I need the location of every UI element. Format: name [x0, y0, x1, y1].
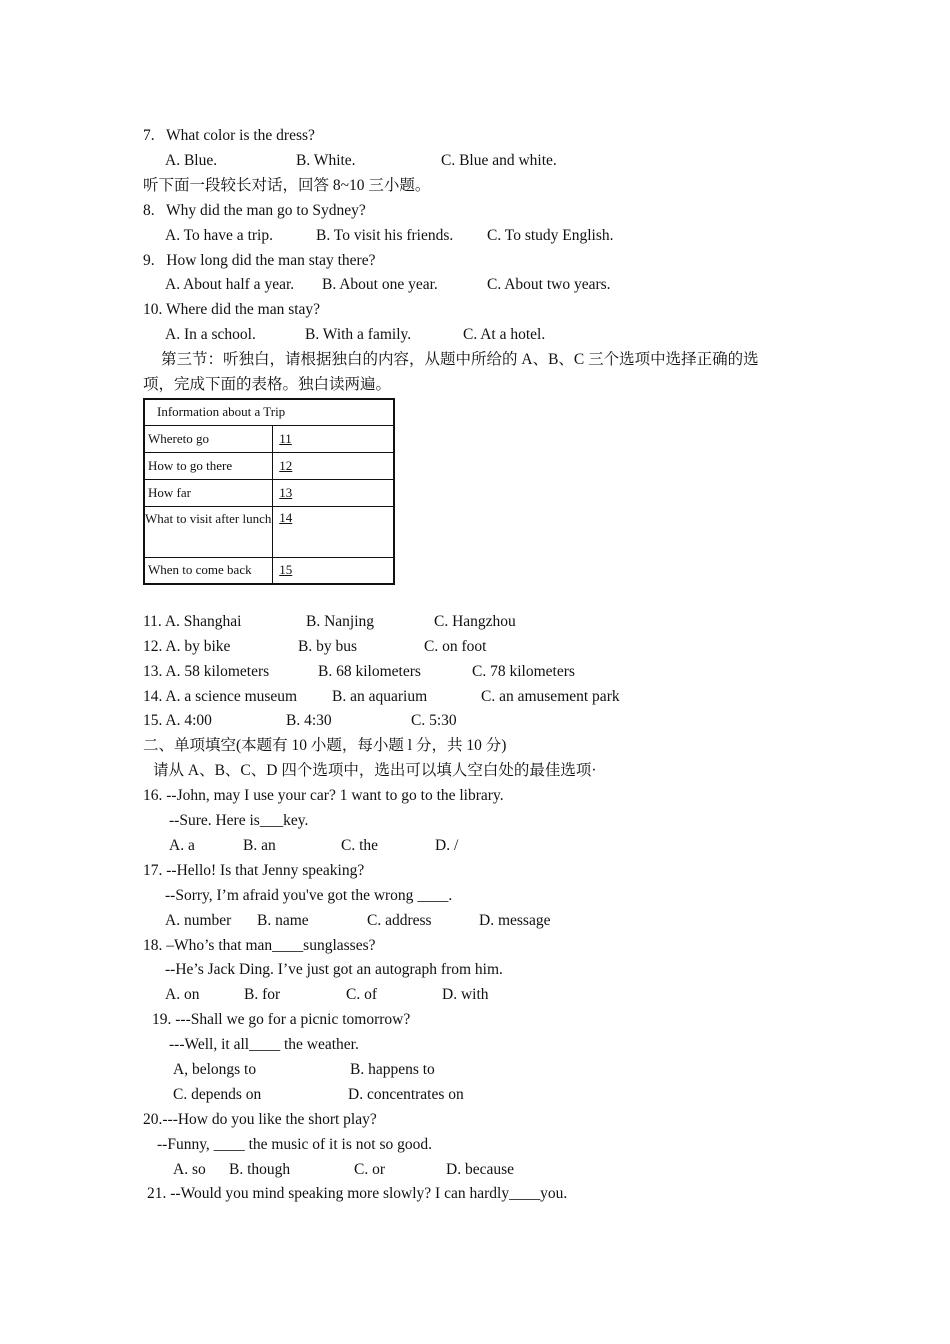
reply-text: the music of it is not so good. [244, 1136, 432, 1153]
option-10a: A. In a school. [165, 326, 256, 343]
option-16b: B. an [243, 837, 276, 854]
option-14b: B. an aquarium [332, 688, 428, 705]
section-instruction: 请从 A、B、C、D 四个选项中，选出可以填人空白处的最佳选项· [153, 762, 597, 779]
option-11a: 11. A. Shanghai [143, 613, 242, 630]
question-19-reply [169, 1035, 359, 1055]
question-19: 19. ---Shall we go for a picnic tomorrow? [152, 1011, 411, 1028]
answer-blank-11: 11 [279, 430, 292, 446]
table-row [144, 557, 394, 584]
option-19a: A, belongs to [173, 1061, 257, 1078]
question-18 [143, 936, 375, 956]
question-8: 8. Why did the man go to Sydney? [143, 202, 366, 219]
option-17b: B. name [257, 912, 309, 929]
table-cell-value [273, 506, 395, 557]
answer-blank-14: 14 [279, 509, 293, 525]
option-9c: C. About two years. [487, 276, 611, 293]
option-8a: A. To have a trip. [165, 227, 273, 244]
reply-text: --Sorry, I’m afraid you've got the wrong [165, 887, 418, 904]
question-text: you. [540, 1185, 568, 1202]
question-17: 17. --Hello! Is that Jenny speaking? [143, 862, 365, 879]
option-7c: C. Blue and white. [441, 152, 557, 169]
table-caption: Information about a Trip [144, 399, 394, 425]
option-15c: C. 5:30 [411, 712, 457, 729]
question-9: 9. How long did the man stay there? [143, 252, 376, 269]
answer-blank-12: 12 [279, 457, 293, 473]
table-cell-label: Whereto go [144, 425, 273, 452]
table-cell-label: How to go there [144, 452, 273, 479]
instruction-8-10: 听下面一段较长对话，回答 8~10 三小题。 [143, 177, 431, 194]
option-14c: C. an amusement park [481, 688, 620, 705]
option-8c: C. To study English. [487, 227, 614, 244]
option-16d: D. / [435, 837, 459, 854]
option-12a: 12. A. by bike [143, 638, 231, 655]
table-cell-value [273, 452, 395, 479]
section-heading: 二、单项填空(本题有 10 小题，每小题 l 分，共 10 分) [143, 737, 507, 754]
option-20d: D. because [446, 1161, 514, 1178]
option-10c: C. At a hotel. [463, 326, 546, 343]
answer-blank: ____ [272, 937, 304, 954]
answer-blank: ____ [213, 1136, 245, 1153]
question-text: 21. --Would you mind speaking more slowly? I can hardly [147, 1185, 510, 1202]
option-11c: C. Hangzhou [434, 613, 516, 630]
option-19d: D. concentrates on [348, 1086, 464, 1103]
option-18a: A. on [165, 986, 200, 1003]
option-7a: A. Blue. [165, 152, 218, 169]
question-21 [147, 1184, 567, 1204]
option-17a: A. number [165, 912, 232, 929]
option-13a: 13. A. 58 kilometers [143, 663, 270, 680]
table-row [144, 479, 394, 506]
question-7: 7. What color is the dress? [143, 127, 315, 144]
option-16a: A. a [169, 837, 195, 854]
option-20c: C. or [354, 1161, 385, 1178]
answer-blank: ___ [259, 812, 284, 829]
option-12c: C. on foot [424, 638, 487, 655]
option-20b: B. though [229, 1161, 291, 1178]
option-17c: C. address [367, 912, 432, 929]
option-12b: B. by bus [298, 638, 357, 655]
question-text: 18. –Who’s that man [143, 937, 273, 954]
table-cell-value [273, 479, 395, 506]
answer-blank: ____ [417, 887, 449, 904]
option-10b: B. With a family. [305, 326, 412, 343]
option-17d: D. message [479, 912, 551, 929]
question-text: sunglasses? [303, 937, 376, 954]
answer-blank: ____ [509, 1185, 541, 1202]
option-13c: C. 78 kilometers [472, 663, 575, 680]
part3-instruction-line2: 项，完成下面的表格。独白读两遍。 [143, 376, 392, 393]
table-row [144, 425, 394, 452]
option-9a: A. About half a year. [165, 276, 295, 293]
answer-blank-13: 13 [279, 484, 293, 500]
option-9b: B. About one year. [322, 276, 438, 293]
reply-text: the weather. [280, 1036, 359, 1053]
table-cell-label: What to visit after lunch [144, 506, 273, 557]
option-20a: A. so [173, 1161, 206, 1178]
table-cell-label: When to come back [144, 557, 273, 584]
option-16c: C. the [341, 837, 379, 854]
table-cell-value [273, 425, 395, 452]
table-cell-label: How far [144, 479, 273, 506]
answer-blank-15: 15 [279, 562, 293, 578]
option-19c: C. depends on [173, 1086, 262, 1103]
option-7b: B. White. [296, 152, 356, 169]
answer-blank: ____ [249, 1036, 281, 1053]
question-20: 20.---How do you like the short play? [143, 1111, 377, 1128]
option-15a: 15. A. 4:00 [143, 712, 212, 729]
option-8b: B. To visit his friends. [316, 227, 454, 244]
table-cell-value [273, 557, 395, 584]
part3-instruction-line1: 第三节：听独白，请根据独白的内容，从题中所给的 A、B、C 三个选项中选择正确的选 [161, 351, 759, 368]
question-18-reply: --He’s Jack Ding. I’ve just got an autograph from him. [165, 961, 503, 978]
reply-text: key. [283, 812, 309, 829]
reply-text: --Funny, [157, 1136, 214, 1153]
question-17-reply [165, 886, 452, 906]
option-14a: 14. A. a science museum [143, 688, 298, 705]
reply-text: ---Well, it all [169, 1036, 250, 1053]
table-row [144, 452, 394, 479]
option-11b: B. Nanjing [306, 613, 375, 630]
question-20-reply [157, 1135, 432, 1155]
option-18d: D. with [442, 986, 489, 1003]
table-row [144, 506, 394, 557]
reply-text: --Sure. Here is [169, 812, 260, 829]
question-10: 10. Where did the man stay? [143, 301, 321, 318]
reply-text: . [448, 887, 453, 904]
option-19b: B. happens to [350, 1061, 435, 1078]
option-18b: B. for [244, 986, 281, 1003]
option-15b: B. 4:30 [286, 712, 332, 729]
trip-info-table [143, 398, 395, 585]
option-18c: C. of [346, 986, 377, 1003]
question-16-reply [169, 811, 308, 831]
option-13b: B. 68 kilometers [318, 663, 421, 680]
question-16: 16. --John, may I use your car? 1 want to go to the library. [143, 787, 504, 804]
